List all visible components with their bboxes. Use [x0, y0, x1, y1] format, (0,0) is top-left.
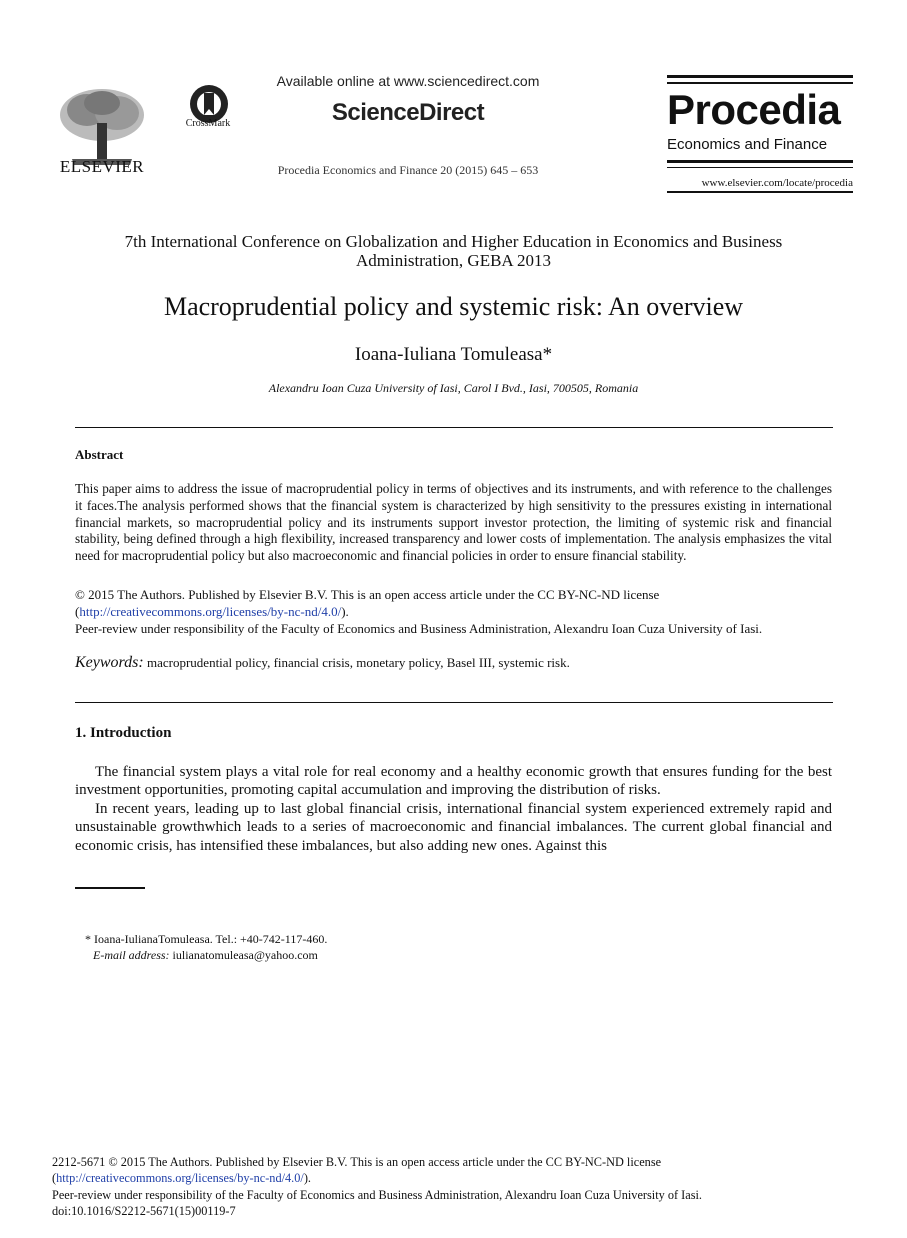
peer-review-line: Peer-review under responsibility of the Faculty of Economics and Business Administration, Alexandru Ioan Cuza University of Iasi.	[75, 620, 763, 636]
bottom-link-line	[52, 1170, 852, 1186]
available-online: Available online at www.sciencedirect.com	[276, 73, 540, 89]
paper-title: Macroprudential policy and systemic risk: An overview	[163, 292, 744, 321]
license-paren-open: (	[75, 603, 80, 619]
bottom-peer-review: Peer-review under responsibility of the Faculty of Economics and Business Administration, Alexandru Ioan Cuza University of Iasi.	[52, 1187, 702, 1202]
procedia-rule-top	[667, 75, 853, 78]
conference-name: 7th International Conference on Globalization and Higher Education in Economics and Business Administration, GEBA 2013	[124, 232, 783, 270]
abstract-top-rule	[75, 427, 833, 428]
procedia-url-link[interactable]: www.elsevier.com/locate/procedia	[701, 177, 853, 189]
section-heading-introduction: 1. Introduction	[75, 725, 172, 741]
procedia-rule-bottom	[667, 191, 853, 193]
introduction-paragraph-1: The financial system plays a vital role for real economy and a healthy economic growth that ensures funding for the best investment opportunities, promoting capital accumulation and improving the distribution of risks.	[75, 764, 832, 799]
license-line: © 2015 The Authors. Published by Elsevier B.V. This is an open access article under the CC BY-NC-ND license	[75, 587, 660, 602]
elsevier-wordmark: ELSEVIER	[59, 157, 145, 176]
introduction-body	[75, 763, 832, 855]
crossmark-label: CrossMark	[185, 118, 231, 129]
doi[interactable]: doi:10.1016/S2212-5671(15)00119-7	[52, 1203, 236, 1218]
email-address[interactable]: iulianatomuleasa@yahoo.com	[172, 948, 318, 962]
license-link-line	[75, 604, 832, 621]
footnote-contact: * Ioana-IulianaTomuleasa. Tel.: +40-742-117-460.	[85, 932, 328, 946]
journal-citation: Procedia Economics and Finance 20 (2015) 645 – 653	[277, 163, 539, 177]
keywords-line	[75, 654, 832, 672]
license-block	[75, 587, 832, 637]
bottom-paren-open: (	[52, 1171, 57, 1186]
abstract-heading: Abstract	[75, 447, 124, 462]
issn-license-line: 2212-5671 © 2015 The Authors. Published by Elsevier B.V. This is an open access article under the CC BY-NC-ND license	[52, 1155, 662, 1169]
keywords-list: macroprudential policy, financial crisis, monetary policy, Basel III, systemic risk.	[146, 655, 570, 670]
license-paren-close: ).	[341, 603, 349, 619]
author-affiliation: Alexandru Ioan Cuza University of Iasi, Carol I Bvd., Iasi, 700505, Romania	[268, 381, 639, 395]
procedia-rule-top-thin	[667, 82, 853, 84]
bottom-license	[52, 1154, 852, 1219]
bottom-license-link[interactable]: http://creativecommons.org/licenses/by-nc-nd/4.0/	[56, 1171, 304, 1186]
abstract-bottom-rule	[75, 702, 833, 703]
procedia-rule-mid-thin	[667, 167, 853, 168]
introduction-paragraph-2: In recent years, leading up to last global financial crisis, international financial system experienced extremely rapid and unsustainable growthwhich leads to a series of macroeconomic and financial imbalances. The current global financial and economic crisis, has intensified these imbalances, but also adding new ones. Against this	[75, 800, 832, 854]
procedia-rule-mid	[667, 160, 853, 163]
license-link[interactable]: http://creativecommons.org/licenses/by-nc-nd/4.0/	[79, 603, 342, 619]
author-name: Ioana-Iuliana Tomuleasa*	[354, 344, 553, 365]
bottom-paren-close: ).	[303, 1171, 311, 1186]
procedia-title: Procedia	[667, 86, 841, 133]
email-label: E-mail address:	[93, 948, 170, 962]
footnote-email-line	[85, 947, 685, 963]
procedia-subtitle: Economics and Finance	[667, 136, 828, 153]
author-footnote	[85, 931, 685, 963]
abstract-body: This paper aims to address the issue of macroprudential policy in terms of objectives and its instruments, and with reference to the challenges it faces.The analysis performed shows that the financial system is characterized by high sensitivity to the pressures existing in international financial markets, so macroprudential policy and its instruments support investor protection, the limiting of systemic risk and financial stability, being defined through a high flexibility, increased transparency and lower costs of implementation. The analysis emphasizes the vital need for macroprudential policy but also macroeconomic and financial policies in order to ensure financial stability.	[75, 481, 832, 564]
sciencedirect-wordmark: ScienceDirect	[331, 99, 485, 126]
keywords-label: Keywords:	[75, 654, 144, 671]
footnote-rule	[75, 887, 145, 889]
